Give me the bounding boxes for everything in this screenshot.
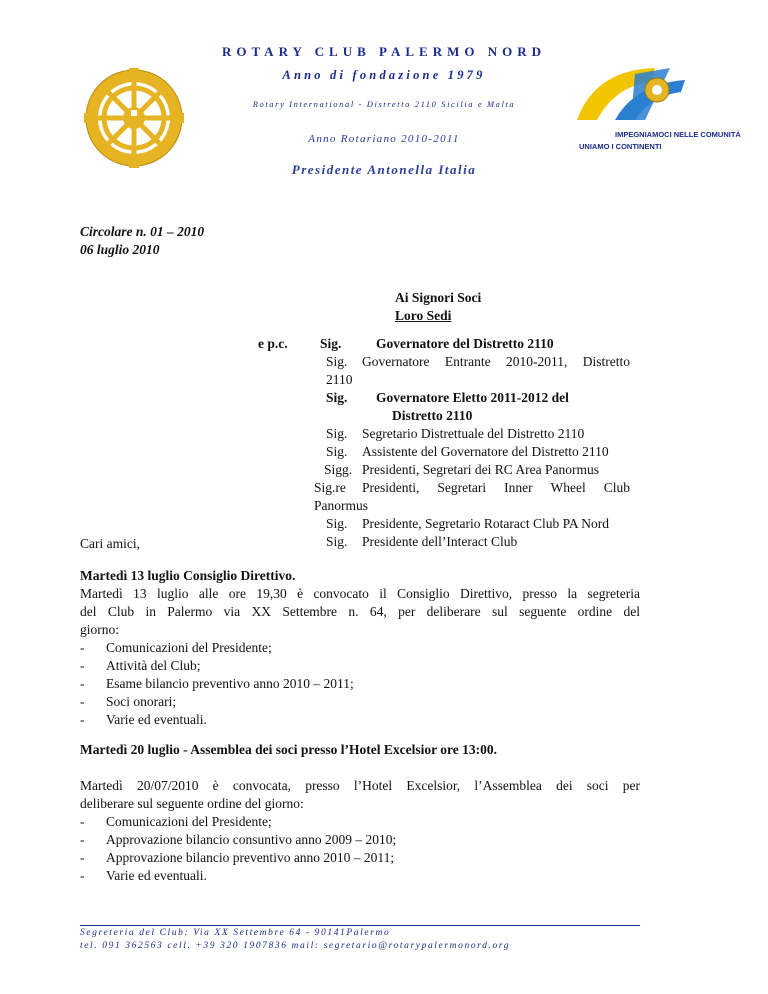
cc-title: Sig.: [326, 390, 348, 405]
cc-label: e p.c.: [258, 336, 288, 351]
footer-contacts: tel. 091 362563 cell. +39 320 1907836 mail: segretario@rotarypalermonord.org: [80, 941, 511, 951]
cc-text: Governatore Entrante 2010-2011, Distretto: [362, 354, 630, 369]
cc-text: Panormus: [314, 498, 368, 513]
section2-heading: Martedì 20 luglio - Assemblea dei soci presso l’Hotel Excelsior ore 13:00.: [80, 742, 497, 757]
cc-title: Sig.re: [314, 480, 346, 495]
cc-title: Sig.: [326, 534, 348, 549]
theme-line-1: IMPEGNIAMOCI NELLE COMUNITÀ: [615, 130, 741, 139]
greeting: Cari amici,: [80, 536, 140, 551]
list-item: - Comunicazioni del Presidente;: [80, 640, 272, 655]
paragraph-line: Martedì 20/07/2010 è convocata, presso l’Hotel Excelsior, l’Assemblea dei soci per: [80, 778, 640, 793]
list-item: - Soci onorari;: [80, 694, 177, 709]
president-line: Presidente Antonella Italia: [291, 162, 477, 177]
list-item: - Attività del Club;: [80, 658, 201, 673]
footer-rule: [80, 925, 640, 926]
list-item: - Approvazione bilancio preventivo anno 2010 – 2011;: [80, 850, 395, 865]
paragraph-line: deliberare sul seguente ordine del giorno:: [80, 796, 304, 811]
club-name: ROTARY CLUB PALERMO NORD: [221, 44, 547, 59]
cc-text: Presidente, Segretario Rotaract Club PA Nord: [362, 516, 609, 531]
cc-text: Assistente del Governatore del Distretto 2110: [362, 444, 609, 459]
cc-text: Segretario Distrettuale del Distretto 2110: [362, 426, 585, 441]
list-item: - Varie ed eventuali.: [80, 868, 207, 883]
cc-text: Governatore Eletto 2011-2012 del: [376, 390, 569, 405]
paragraph-line: Martedì 13 luglio alle ore 19,30 è convocato il Consiglio Direttivo, presso la segreteria: [80, 586, 640, 601]
founded-year: Anno di fondazione 1979: [282, 68, 486, 82]
paragraph-line: del Club in Palermo via XX Settembre n. 64, per deliberare sul seguente ordine del: [80, 604, 640, 619]
section2-paragraph: [80, 777, 640, 813]
footer-address: Segreteria del Club: Via XX Settembre 64 - 90141Palermo: [80, 928, 391, 938]
cc-title: Sigg.: [324, 462, 353, 477]
district-line: Rotary International - Distretto 2110 Sicilia e Malta: [252, 99, 516, 109]
cc-text: Presidenti, Segretari dei RC Area Panormus: [362, 462, 599, 477]
cc-text: Governatore del Distretto 2110: [376, 336, 554, 351]
cc-text: 2110: [326, 372, 353, 387]
cc-title: Sig.: [326, 426, 348, 441]
list-item: - Approvazione bilancio consuntivo anno 2009 – 2010;: [80, 832, 397, 847]
cc-text: Distretto 2110: [392, 408, 473, 423]
paragraph-line: giorno:: [80, 622, 119, 637]
rotary-year: Anno Rotariano 2010-2011: [308, 133, 460, 145]
rotary-wheel-logo: [84, 68, 184, 168]
circular-date: 06 luglio 2010: [80, 242, 160, 257]
cc-text: Presidente dell’Interact Club: [362, 534, 518, 549]
section1-paragraph: [80, 585, 640, 639]
recipients-to: Ai Signori Soci: [395, 290, 482, 305]
recipients-location: Loro Sedi: [395, 308, 452, 323]
list-item: - Comunicazioni del Presidente;: [80, 814, 272, 829]
list-item: - Varie ed eventuali.: [80, 712, 207, 727]
circular-number: Circolare n. 01 – 2010: [80, 224, 205, 239]
cc-text: Presidenti, Segretari Inner Wheel Club: [362, 480, 630, 495]
section1-heading: Martedì 13 luglio Consiglio Direttivo.: [80, 568, 296, 583]
cc-title: Sig.: [326, 516, 348, 531]
cc-title: Sig.: [320, 336, 342, 351]
theme-line-2: UNIAMO I CONTINENTI: [579, 142, 662, 151]
section1-list: [80, 639, 354, 729]
cc-title: Sig.: [326, 444, 348, 459]
theme-logo: [575, 62, 745, 162]
section2-list: [80, 813, 396, 885]
cc-title: Sig.: [326, 354, 348, 369]
list-item: - Esame bilancio preventivo anno 2010 – 2011;: [80, 676, 354, 691]
